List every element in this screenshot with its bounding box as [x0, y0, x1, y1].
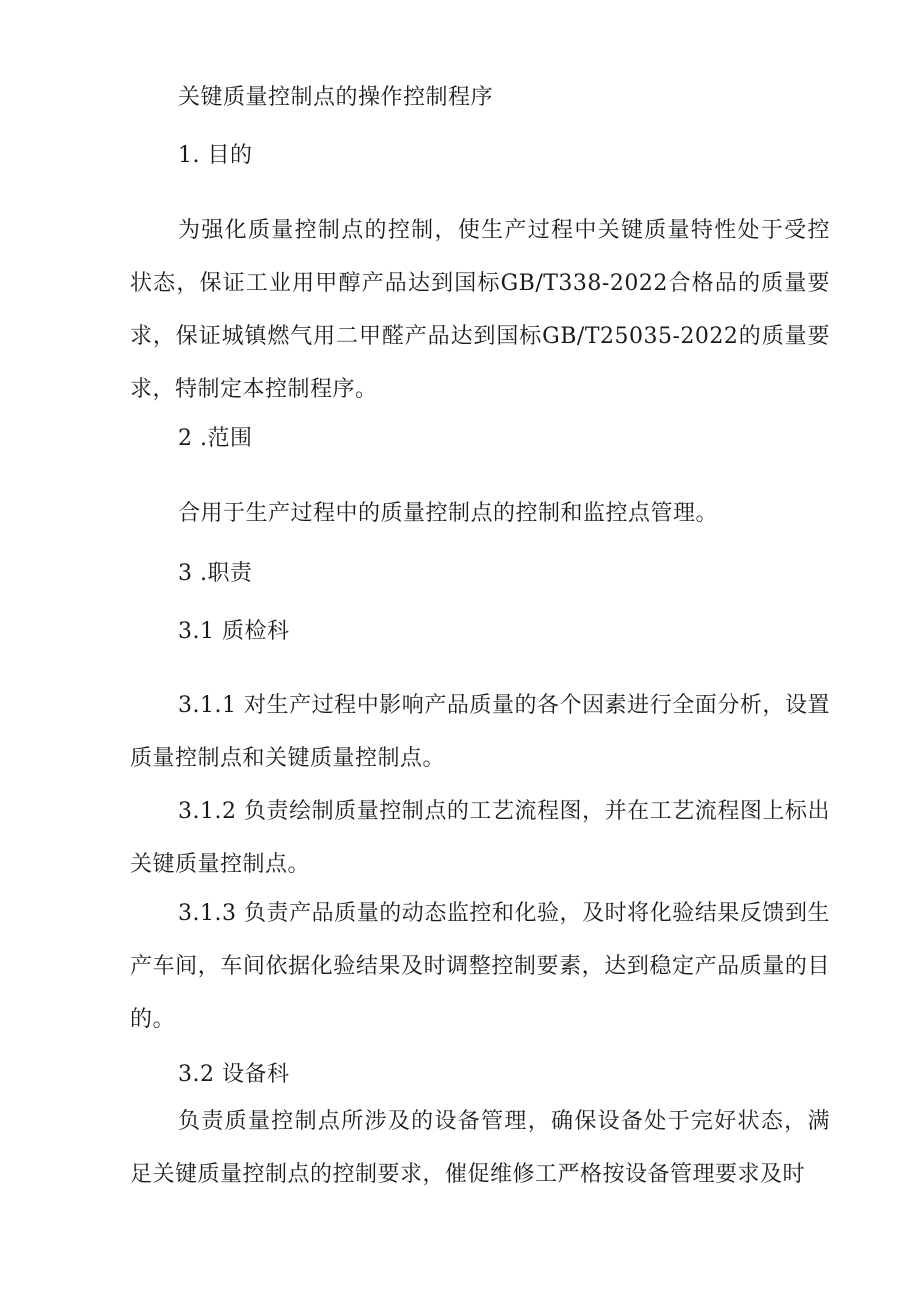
section-3-heading: 3 .职责	[178, 561, 253, 586]
section-3-2-body: 负责质量控制点所涉及的设备管理，确保设备处于完好状态，满足关键质量控制点的控制要求，催促维修工严格按设备管理要求及时	[130, 1109, 830, 1187]
section-1-heading: 1. 目的	[178, 143, 253, 168]
section-1-body: 为强化质量控制点的控制，使生产过程中关键质量特性处于受控状态，保证工业用甲醇产品达到国标GB/T338-2022合格品的质量要求，保证城镇燃气用二甲醛产品达到国标GB/T25035-2022的质量要求，特制定本控制程序。	[130, 218, 830, 402]
section-2-body: 合用于生产过程中的质量控制点的控制和监控点管理。	[178, 501, 719, 526]
section-3-1-3-item: 3.1.3 负责产品质量的动态监控和化验，及时将化验结果反馈到生产车间，车间依据化验结果及时调整控制要素，达到稳定产品质量的目的。	[130, 901, 830, 1032]
section-3-2-heading: 3.2 设备科	[178, 1062, 290, 1087]
section-3-1-1-item: 3.1.1 对生产过程中影响产品质量的各个因素进行全面分析，设置质量控制点和关键质量控制点。	[130, 693, 830, 771]
section-3-1-heading: 3.1 质检科	[178, 619, 290, 644]
section-2-heading: 2 .范围	[178, 426, 253, 451]
section-3-1-2-item: 3.1.2 负责绘制质量控制点的工艺流程图，并在工艺流程图上标出关键质量控制点。	[130, 799, 830, 877]
document-title: 关键质量控制点的操作控制程序	[178, 85, 494, 110]
